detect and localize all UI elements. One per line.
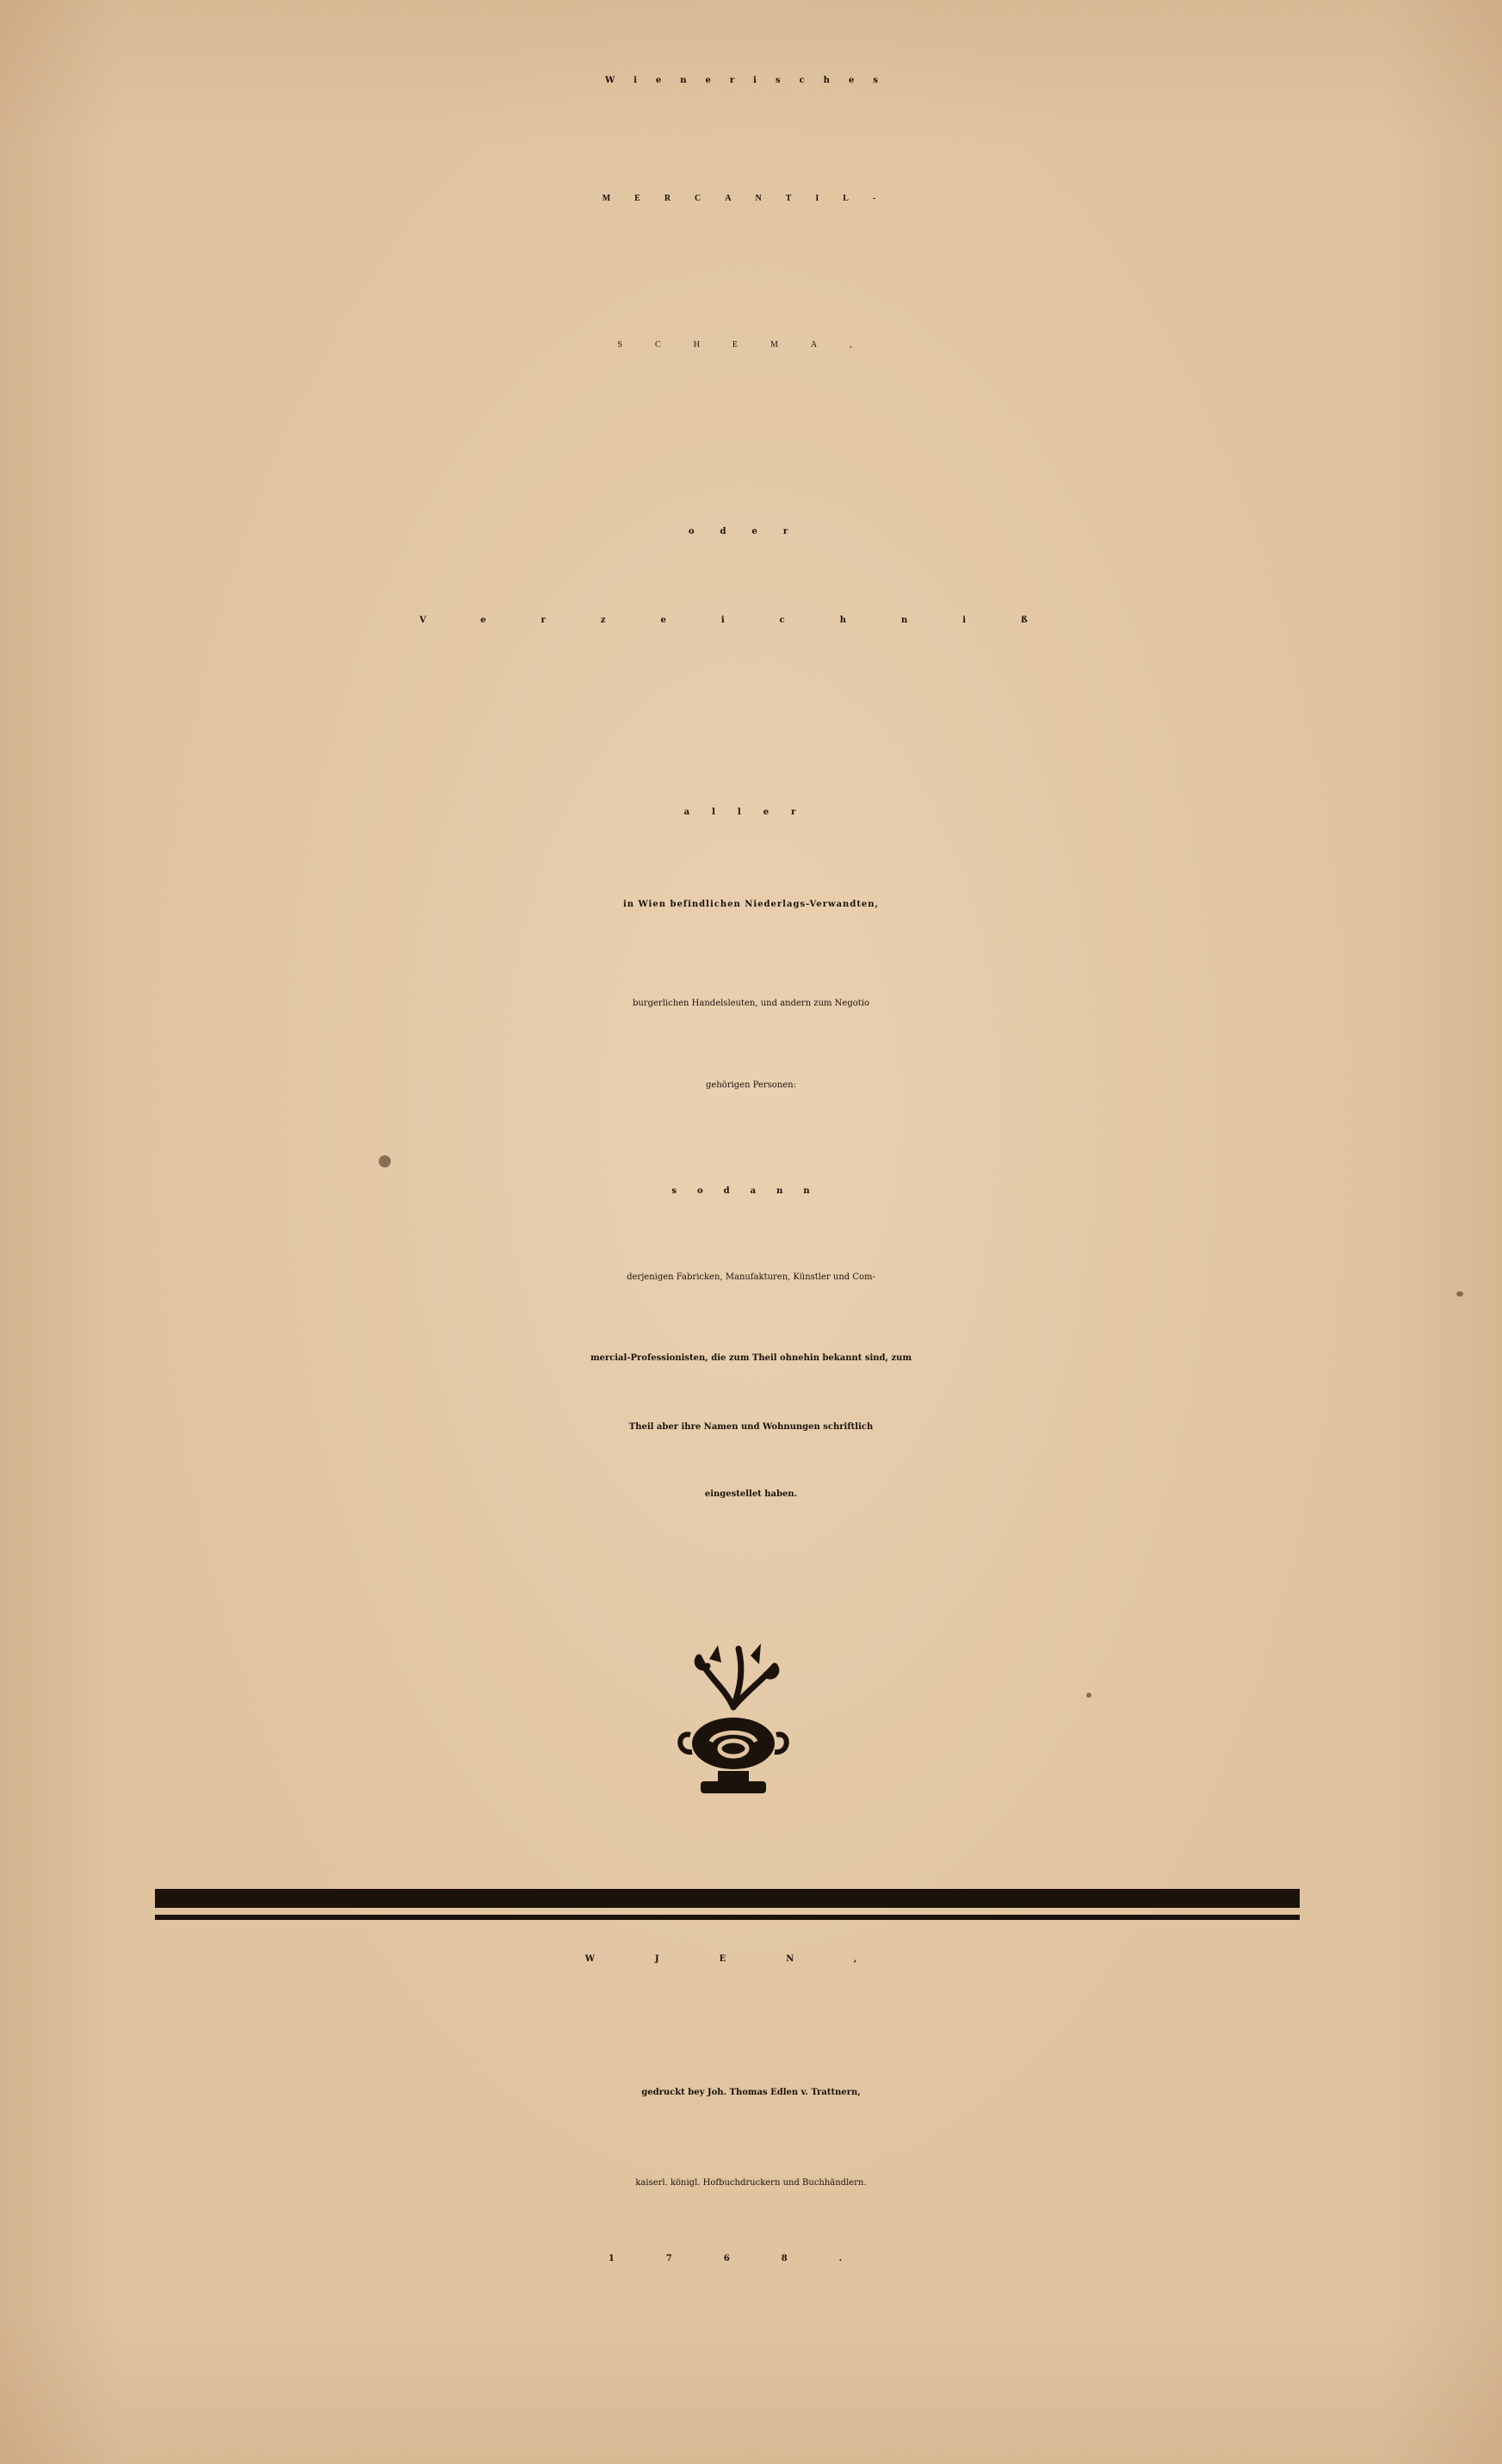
- imprint-place: WJEN,: [584, 1954, 918, 1964]
- connector-oder: oder: [688, 527, 814, 536]
- description-line-2: burgerlichen Handelsleuten, und andern zum Negotio: [632, 999, 870, 1008]
- connector-sodann: sodann: [671, 1186, 831, 1196]
- vase-ornament-icon: [664, 1640, 802, 1804]
- imprint-printer-line-2: kaiserl. königl. Hofbuchdruckern und Buchhändlern.: [635, 2178, 867, 2188]
- description-line-3: gehörigen Personen:: [706, 1080, 796, 1090]
- description2-line-1: derjenigen Fabricken, Manufakturen, Künstler und Com-: [627, 1272, 875, 1282]
- description-line-1: in Wien befindlichen Niederlags-Verwandten,: [622, 900, 880, 909]
- description2-line-4: eingestellet haben.: [704, 1489, 798, 1499]
- foxing-spot: [1086, 1693, 1091, 1698]
- title-line-mercantil: MERCANTIL-: [602, 194, 900, 203]
- description2-line-2: mercial-Professionisten, die zum Theil ohnehin bekannt sind, zum: [590, 1353, 912, 1363]
- foxing-spot: [379, 1155, 391, 1167]
- title-line-wienerisches: Wienerisches: [605, 76, 897, 85]
- imprint-year: 1768.: [608, 2254, 894, 2263]
- foxing-spot: [1456, 1291, 1463, 1297]
- connector-aller: aller: [683, 808, 819, 817]
- heading-verzeichniss: Verzeichniß: [419, 616, 1083, 625]
- imprint-printer-line-1: gedruckt bey Joh. Thomas Edlen v. Trattnern,: [641, 2088, 861, 2097]
- double-rule-divider: [155, 1885, 1300, 1925]
- title-line-schema: SCHEMA,: [617, 340, 885, 350]
- description2-line-3: Theil aber ihre Namen und Wohnungen schriftlich: [628, 1422, 874, 1432]
